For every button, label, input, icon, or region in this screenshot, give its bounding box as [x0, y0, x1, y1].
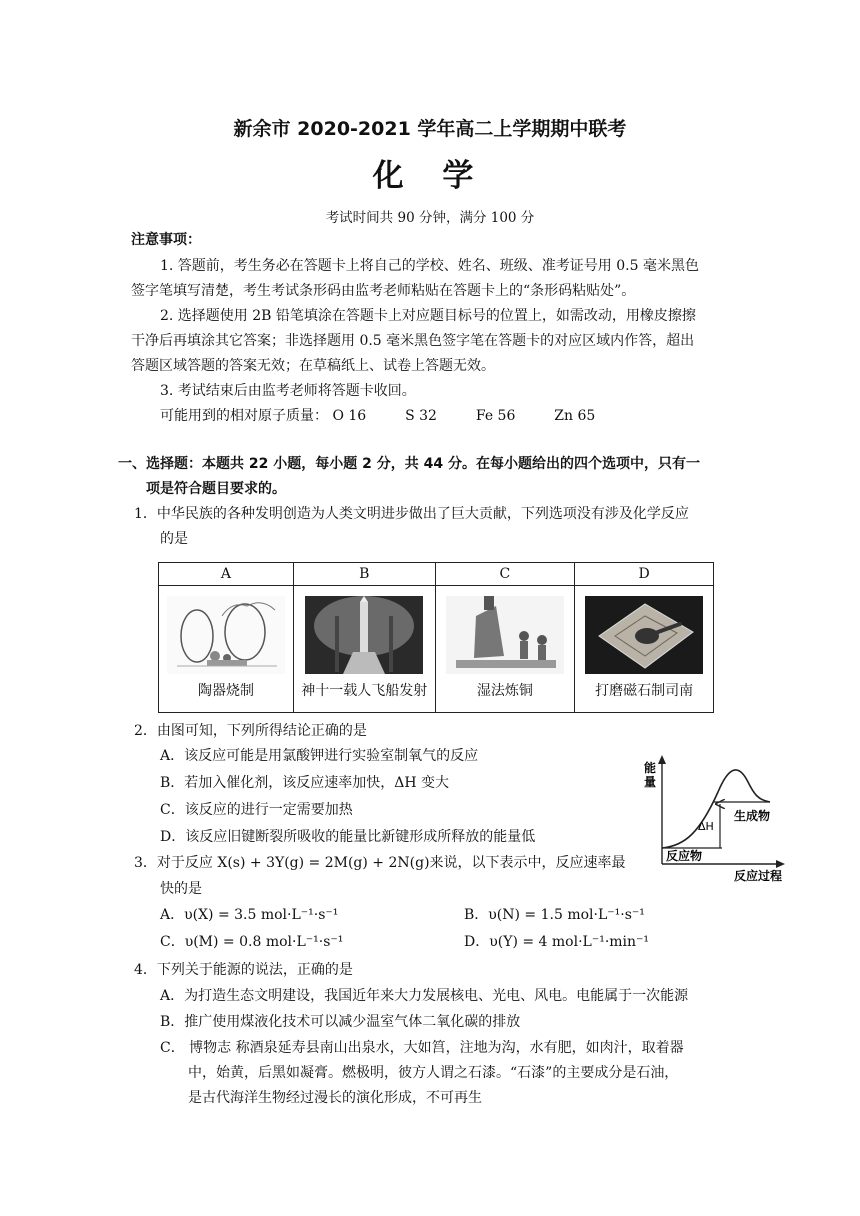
energy-diagram [640, 752, 790, 882]
q1-options-table [158, 562, 714, 713]
exam-title: 新余市 2020-2021 学年高二上学期期中联考 [233, 118, 627, 140]
delta-h-label: ΔH [698, 820, 714, 833]
option-letter-d: D [575, 563, 714, 586]
atomic-mass-line [160, 406, 595, 426]
q2-option-b: B．若加入催化剂，该反应速率加快，ΔH 变大 [160, 775, 450, 791]
option-cell-d [575, 586, 714, 713]
note-line: 1. 答题前，考生务必在答题卡上将自己的学校、姓名、班级、准考证号用 0.5 毫米黑色 [160, 258, 699, 274]
note-line: 答题区域答题的答案无效；在草稿纸上、试卷上答题无效。 [131, 358, 495, 374]
q4-stem: 4．下列关于能源的说法，正确的是 [134, 962, 353, 978]
q2-option-c: C．该反应的进行一定需要加热 [160, 802, 353, 818]
x-axis-arrow [776, 860, 785, 868]
note-line: 签字笔填写清楚，考生考试条形码由监考老师粘贴在答题卡上的“条形码粘贴处”。 [131, 283, 636, 299]
q4-option-c: C． 博物志 称酒泉延寿县南山出泉水，大如筥，注地为沟，水有肥，如肉汁，取着器 [160, 1040, 684, 1056]
q4-option-c-cont: 是古代海洋生物经过漫长的演化形成，不可再生 [188, 1090, 482, 1106]
option-caption-c: 湿法炼铜 [476, 683, 533, 699]
section1-heading-cont: 项是符合题目要求的。 [146, 481, 286, 497]
q3-stem-cont: 快的是 [160, 881, 202, 897]
option-caption-b: 神十一载人飞船发射 [301, 683, 428, 699]
q3-option-c: C．υ(M) = 0.8 mol·L⁻¹·s⁻¹ [160, 934, 344, 950]
copper-smelting-image [446, 596, 564, 674]
option-caption-a: 陶器烧制 [197, 683, 254, 699]
q1-stem-cont: 的是 [160, 531, 188, 547]
q4-option-a: A．为打造生态文明建设，我国近年来大力发展核电、光电、风电。电能属于一次能源 [160, 988, 689, 1004]
x-axis-label: 反应过程 [734, 869, 783, 882]
exam-time-info: 考试时间共 90 分钟，满分 100 分 [325, 210, 535, 226]
y-axis-arrow [658, 755, 666, 764]
note-line: 3. 考试结束后由监考老师将答题卡收回。 [160, 383, 416, 399]
atomic-mass-label: 可能用到的相对原子质量： [160, 408, 328, 424]
option-cell-b [293, 586, 435, 713]
atomic-mass-zn: Zn 65 [554, 408, 596, 424]
q3-option-b: B．υ(N) = 1.5 mol·L⁻¹·s⁻¹ [464, 907, 645, 923]
q4-option-b: B．推广使用煤液化技术可以减少温室气体二氧化碳的排放 [160, 1014, 521, 1030]
rocket-launch-image [305, 596, 423, 674]
option-letter-c: C [435, 563, 575, 586]
option-letter-b: B [293, 563, 435, 586]
note-line: 2. 选择题使用 2B 铅笔填涂在答题卡上对应题目标号的位置上，如需改动，用橡皮擦擦 [160, 308, 696, 324]
option-caption-d: 打磨磁石制司南 [595, 683, 694, 699]
subject-title: 化 学 [372, 158, 488, 194]
q4-option-c-cont: 中，始黄，后黑如凝膏。燃极明，彼方人谓之石漆。“石漆”的主要成分是石油， [188, 1065, 679, 1081]
atomic-mass-fe: Fe 56 [475, 408, 516, 424]
notes-heading: 注意事项： [131, 232, 201, 248]
option-letter-a: A [159, 563, 294, 586]
q2-option-d: D．该反应旧键断裂所吸收的能量比新键形成所释放的能量低 [160, 829, 536, 845]
y-axis-label-2: 量 [644, 775, 657, 789]
atomic-mass-o: O 16 [332, 408, 367, 424]
pottery-firing-image [167, 596, 285, 674]
note-line: 干净后再填涂其它答案；非选择题用 0.5 毫米黑色签字笔在答题卡的对应区域内作答，超出 [131, 333, 695, 349]
atomic-mass-s: S 32 [405, 408, 437, 424]
q1-stem: 1．中华民族的各种发明创造为人类文明进步做出了巨大贡献，下列选项没有涉及化学反应 [134, 506, 689, 522]
option-cell-c [435, 586, 575, 713]
q2-stem: 2．由图可知，下列所得结论正确的是 [134, 723, 367, 739]
y-axis-label-1: 能 [644, 761, 657, 775]
q3-stem: 3．对于反应 X(s) + 3Y(g) = 2M(g) + 2N(g)来说，以下表示中，反应速率最 [134, 855, 626, 871]
q3-option-d: D．υ(Y) = 4 mol·L⁻¹·min⁻¹ [464, 934, 650, 950]
q3-option-a: A．υ(X) = 3.5 mol·L⁻¹·s⁻¹ [160, 907, 339, 923]
option-cell-a [159, 586, 294, 713]
product-label: 生成物 [734, 809, 771, 823]
reactant-label: 反应物 [666, 849, 703, 863]
section1-heading: 一、选择题：本题共 22 小题，每小题 2 分，共 44 分。在每小题给出的四个选项中，只有一 [118, 456, 700, 472]
q2-option-a: A．该反应可能是用氯酸钾进行实验室制氧气的反应 [160, 748, 479, 764]
compass-image [585, 596, 703, 674]
